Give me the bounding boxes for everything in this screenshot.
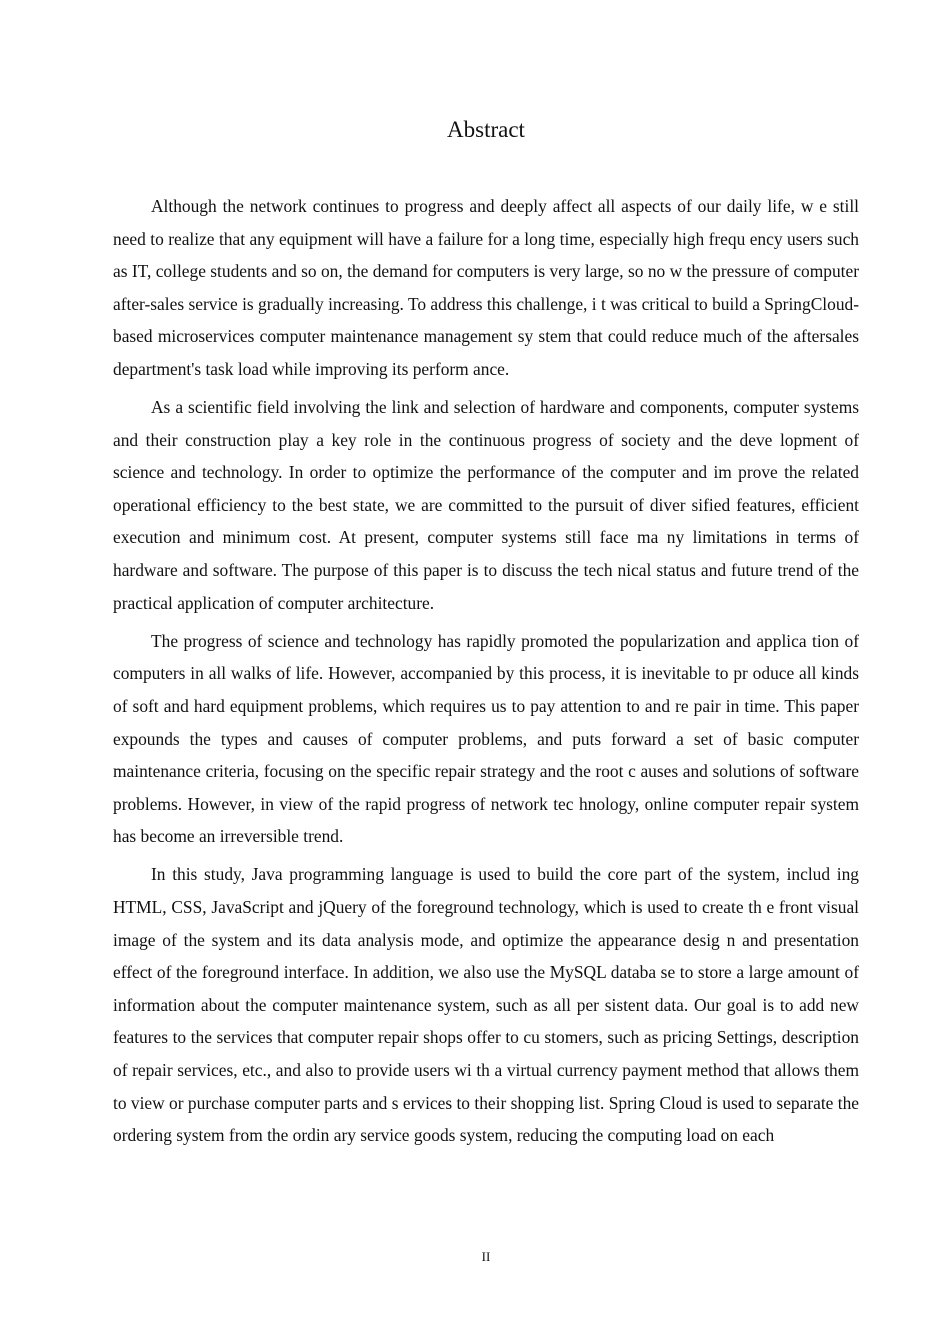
page-number: II <box>481 1249 491 1264</box>
paragraph-2: As a scientific field involving the link and selection of hardware and components, computer systems and their construction play a key role in the continuous progress of society and the deve lopment of science and technology. In order to optimize the performance of the computer and im prove the related operational efficiency to the best state, we are committed to the pursuit of diver sified features, efficient execution and minimum cost. At present, computer systems still face ma ny limitations in terms of hardware and software. The purpose of this paper is to discuss the tech nical status and future trend of the practical application of computer architecture. <box>113 397 859 613</box>
paragraph-1: Although the network continues to progress and deeply affect all aspects of our daily life, w e still need to realize that any equipment will have a failure for a long time, especially high frequ ency users such as IT, college students and so on, the demand for computers is very large, so no w the pressure of computer after-sales service is gradually increasing. To address this challenge, i t was critical to build a SpringCloud-based microservices computer maintenance management sy stem that could reduce much of the aftersales department's task load while improving its perform ance. <box>113 196 859 379</box>
abstract-body <box>113 190 859 1157</box>
page-title: Abstract <box>447 117 525 142</box>
paragraph-4: In this study, Java programming language is used to build the core part of the system, includ ing HTML, CSS, JavaScript and jQuery of the foreground technology, which is used to create th e front visual image of the system and its data analysis mode, and optimize the appearance desig n and presentation effect of the foreground interface. In addition, we also use the MySQL databa se to store a large amount of information about the computer maintenance system, such as all per sistent data. Our goal is to add new features to the services that computer repair shops offer to cu stomers, such as pricing Settings, description of repair services, etc., and also to provide users wi th a virtual currency payment method that allows them to view or purchase computer parts and s ervices to their shopping list. Spring Cloud is used to separate the ordering system from the ordin ary service goods system, reducing the computing load on each <box>113 864 859 1146</box>
paragraph-3: The progress of science and technology has rapidly promoted the popularization and applica tion of computers in all walks of life. However, accompanied by this process, it is inevitable to pr oduce all kinds of soft and hard equipment problems, which requires us to pay attention to and re pair in time. This paper expounds the types and causes of computer problems, and puts forward a set of basic computer maintenance criteria, focusing on the specific repair strategy and the root c auses and solutions of software problems. However, in view of the rapid progress of network tec hnology, online computer repair system has become an irreversible trend. <box>113 630 859 847</box>
